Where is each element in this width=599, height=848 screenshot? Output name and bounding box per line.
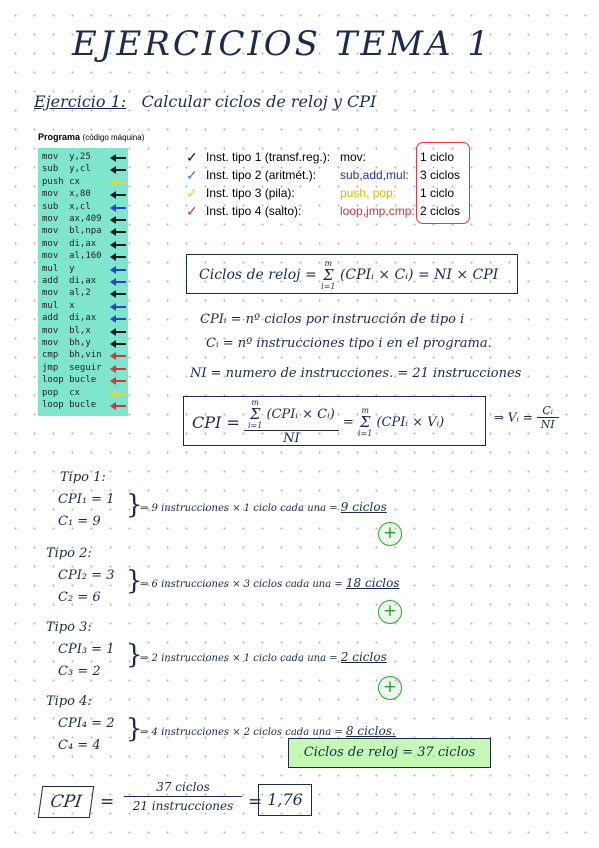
program-line: mov bl,npa [42,226,102,237]
arrow-left-icon [112,157,126,159]
program-title [38,132,144,142]
arrow-left-icon [112,306,126,308]
definition-ci: Cᵢ = nº instrucciones tipo i en el programa. [206,336,492,351]
plus-icon: + [378,522,402,546]
formula2-lhs: CPI = [192,413,240,432]
program-line: loop bucle [42,375,97,386]
type-cpi: CPI₄ = 2 [58,716,115,731]
program-line: sub y,cl [42,164,91,175]
type-cpi: CPI₁ = 1 [58,492,115,507]
brace-icon: } [126,490,143,520]
sigma-symbol: m Σ i=1 [321,258,336,291]
final-fraction: 37 ciclos 21 instrucciones [124,780,242,813]
cycles-highlight-box [416,142,470,224]
type-cycles: 3 ciclos [420,168,461,182]
formula2-fraction: m Σ i=1 (CPIᵢ × Cᵢ) NI [244,399,339,446]
arrow-left-icon [112,355,126,357]
brace-icon: } [126,640,143,670]
page-title: EJERCICIOS TEMA 1 [72,24,493,64]
type-cycles: 1 ciclo [420,186,455,200]
v-definition: ⇒ Vᵢ = $\frac{\text{Cᵢ}}{NI}$ [494,404,559,431]
type-result: 9 ciclos [340,500,387,514]
program-title-label: Programa [38,132,81,142]
type-instructions: loop,jmp,cmp: [340,204,415,218]
type-cpi: CPI₃ = 1 [58,642,115,657]
formula1-lhs: Ciclos de reloj = [199,267,317,283]
exercise-heading [34,92,376,111]
arrow-left-icon [112,318,126,320]
program-listing [38,148,128,416]
final-cpi-value-box: 1,76 [258,784,312,816]
type-cycles: 2 ciclos [420,204,461,218]
type-count: C₂ = 6 [58,590,101,605]
arrow-left-icon [112,393,126,395]
program-line: add di,ax [42,276,97,286]
type-expression: ⇒ 4 instrucciones × 2 ciclos cada una = 8 ciclos. [140,724,396,738]
sigma-bottom: i=1 [321,281,336,291]
formula2-rhs: (CPIᵢ × Vᵢ) [376,415,445,430]
arrow-left-icon [112,269,126,271]
program-line: mov di,ax [42,238,97,249]
exercise-label: Ejercicio 1: [34,92,127,111]
program-line: mul y [42,263,75,274]
type-cycles: 1 ciclo [420,150,455,164]
program-line: mov x,80 [42,189,91,200]
type-expression: ⇒ 9 instrucciones × 1 ciclo cada una = 9 ciclos [140,500,387,514]
brace-icon: } [126,714,143,744]
type-result: 18 ciclos [345,576,400,590]
exercise-text: Calcular ciclos de reloj y CPI [141,92,377,111]
arrow-left-icon [112,281,126,283]
program-line: mov al,2 [42,288,91,299]
type-label: Inst. tipo 4 (salto): [206,204,302,218]
plus-icon: + [378,676,402,700]
program-line: cmp bh,vin [42,350,102,361]
program-line: jmp seguir [42,362,102,373]
type-expression: ⇒ 6 instrucciones × 3 ciclos cada una = 18 ciclos [140,576,400,590]
definition-ni: NI = numero de instrucciones. = 21 instrucciones [190,366,522,381]
arrow-left-icon [112,343,126,345]
type-instructions: mov: [340,150,367,164]
type-count: C₁ = 9 [58,514,101,529]
arrow-left-icon [112,368,126,370]
type-result: 2 ciclos [340,650,387,664]
final-cpi-lhs-box: CPI [38,786,94,818]
type-instructions: sub,add,mul: [340,168,409,182]
arrow-left-icon [112,380,126,382]
arrow-left-icon [112,244,126,246]
type-heading: Tipo 3: [46,620,92,635]
arrow-left-icon [112,331,126,333]
arrow-left-icon [112,256,126,258]
arrow-left-icon [112,169,126,171]
type-label: Inst. tipo 2 (aritmét.): [206,168,317,182]
program-line: loop bucle [42,400,97,410]
program-line: sub x,cl [42,201,91,212]
program-line: pop cx [42,387,80,398]
total-value: 37 ciclos [417,745,476,760]
type-label: Inst. tipo 3 (pila): [206,186,295,200]
arrow-left-icon [112,231,126,233]
type-instructions: push, pop: [340,186,397,200]
program-line: mov ax,409 [42,214,102,224]
formula1-body: (CPIᵢ × Cᵢ) = NI × CPI [339,267,499,283]
check-icon: ✓ [186,185,198,201]
program-subtitle: (código máquina) [82,133,145,142]
program-line: mul x [42,300,75,311]
type-count: C₃ = 2 [58,664,101,679]
program-line: mov al,160 [42,251,102,262]
sigma-top: m [324,258,333,268]
definition-cpi: CPIᵢ = nº ciclos por instrucción de tipo i [200,312,465,327]
arrow-left-icon [112,207,126,209]
arrow-left-icon [112,219,126,221]
program-line: add di,ax [42,313,97,324]
type-heading: Tipo 2: [46,546,92,561]
type-expression: ⇒ 2 instrucciones × 1 ciclo cada una = 2 ciclos [140,650,387,664]
type-heading: Tipo 1: [60,470,106,485]
final-cpi: CPI = 37 ciclos 21 instrucciones = 1,76 [36,776,326,826]
arrow-left-icon [112,293,126,295]
formula-cpi-box: CPI = m Σ i=1 (CPIᵢ × Cᵢ) NI = m Σ i=1 (CPIᵢ × Vᵢ) [183,396,486,446]
program-line: mov bl,x [42,325,91,336]
type-count: C₄ = 4 [58,738,101,753]
program-line: mov bh,y [42,338,91,348]
sigma-symbol-2: m Σ i=1 [357,406,373,438]
plus-icon: + [378,600,402,624]
type-heading: Tipo 4: [46,694,92,709]
check-icon: ✓ [186,167,198,183]
arrow-left-icon [112,194,126,196]
total-clock-cycles-box: Ciclos de reloj = 37 ciclos [288,738,491,768]
program-line: push cx [42,176,80,187]
formula-clock-cycles-box [186,254,518,294]
arrow-left-icon [112,182,126,184]
check-icon: ✓ [186,149,198,165]
type-label: Inst. tipo 1 (transf.reg.): [206,150,331,164]
type-cpi: CPI₂ = 3 [58,568,115,583]
brace-icon: } [126,566,143,596]
check-icon: ✓ [186,203,198,219]
type-result: 8 ciclos. [345,724,396,738]
program-line: mov y,25 [42,152,91,162]
arrow-left-icon [112,405,126,407]
